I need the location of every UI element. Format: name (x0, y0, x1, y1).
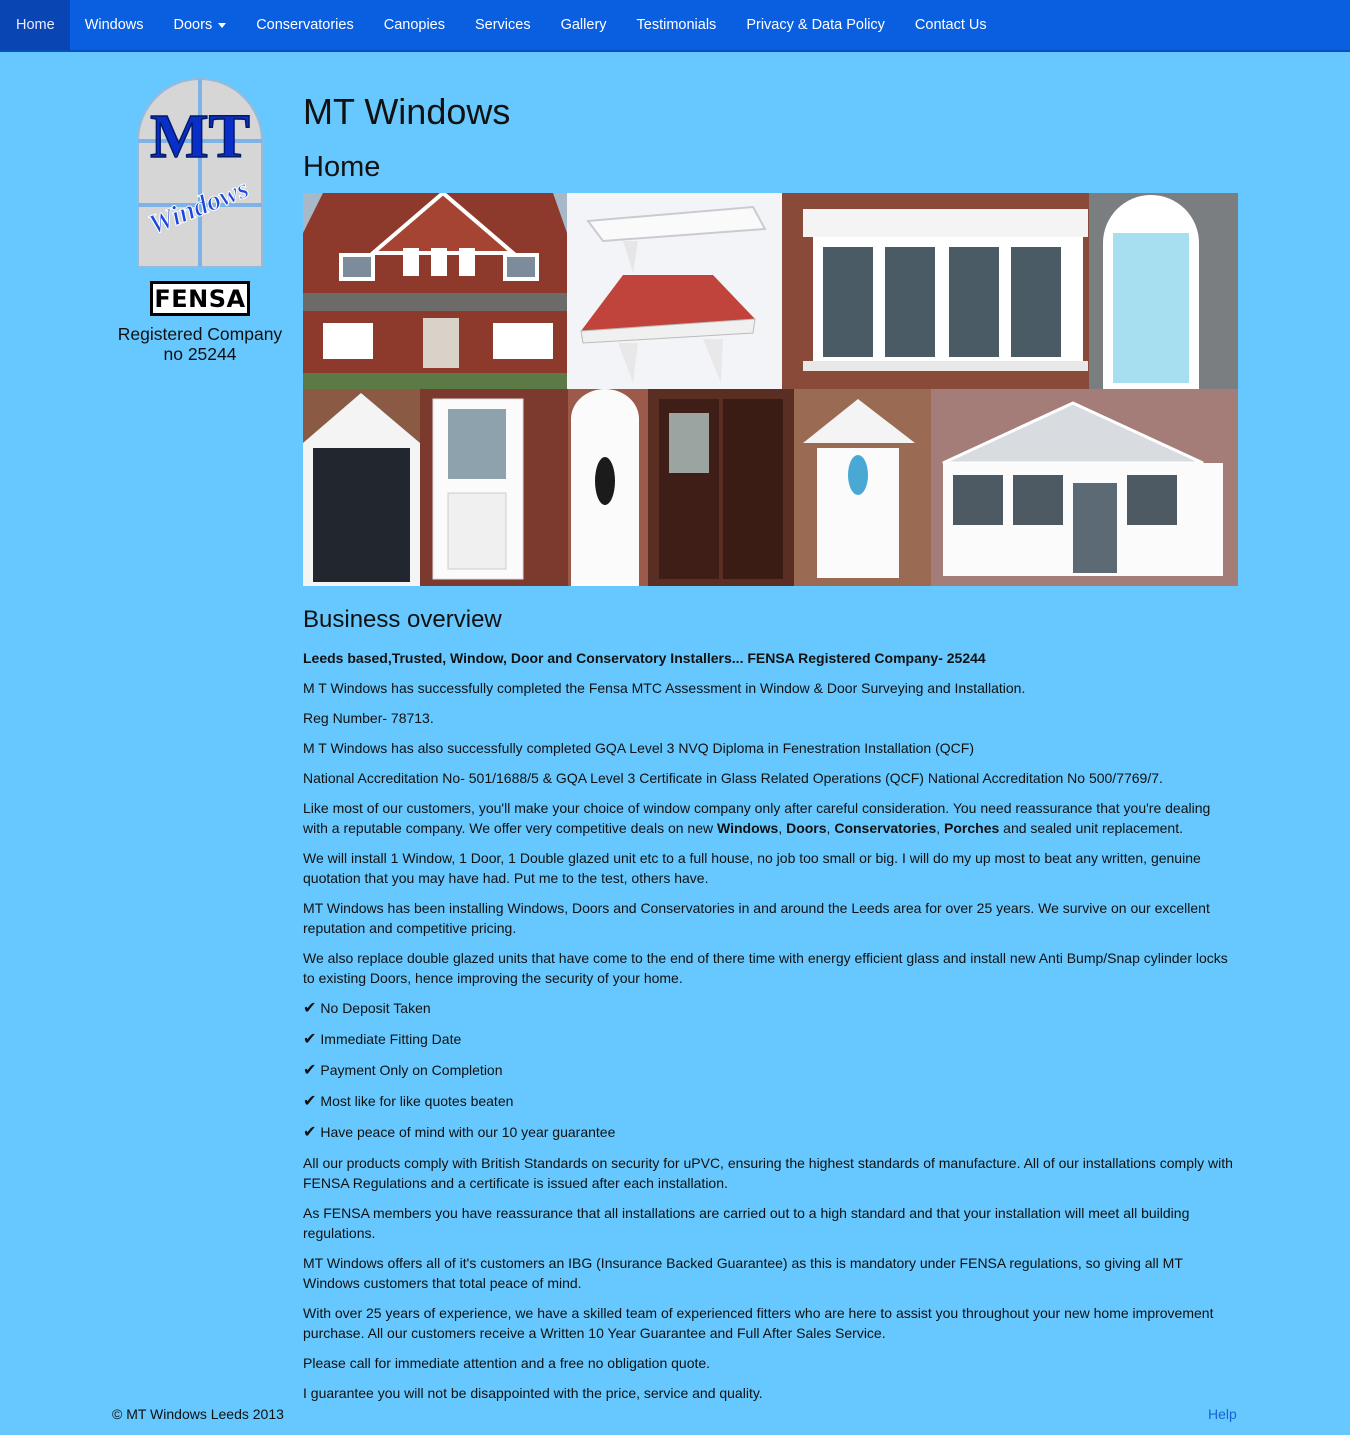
page-title: Home (303, 151, 381, 183)
nav-testimonials[interactable]: Testimonials (636, 17, 717, 33)
paragraph: As FENSA members you have reassurance that all installations are carried out to a high standard and that your installation will meet all building regulations. (303, 1205, 1190, 1241)
main-content (303, 84, 1238, 1403)
check-label: Have peace of mind with our 10 year guarantee (320, 1124, 616, 1140)
check-item (303, 1122, 1238, 1143)
nav-services[interactable]: Services (474, 17, 531, 33)
nav-contact[interactable]: Contact Us (914, 17, 987, 33)
paragraph: M T Windows has successfully completed the Fensa MTC Assessment in Window & Door Surveying and Installation. (303, 680, 1026, 696)
sidebar (100, 75, 300, 364)
nav-doors-label: Doors (173, 17, 213, 33)
product-conservatories: Conservatories (834, 820, 937, 836)
porch-door-photo (794, 389, 931, 586)
overview-intro: Leeds based,Trusted, Window, Door and Conservatory Installers... FENSA Registered Company- 25244 (303, 650, 986, 666)
check-label: Payment Only on Completion (320, 1062, 503, 1078)
check-item (303, 1060, 1238, 1081)
check-icon: ✔ (303, 1093, 317, 1110)
glazed-door-photo (303, 389, 420, 586)
nav-home[interactable]: Home (0, 0, 70, 50)
check-icon: ✔ (303, 1124, 317, 1141)
product-doors: Doors (786, 820, 827, 836)
check-icon: ✔ (303, 1062, 317, 1079)
paragraph: Reg Number- 78713. (303, 710, 434, 726)
footer-help-link[interactable]: Help (1208, 1406, 1237, 1422)
separator: , (778, 820, 787, 836)
white-stable-door-photo (420, 389, 568, 586)
check-item (303, 998, 1238, 1019)
paragraph: All our products comply with British Standards on security for uPVC, ensuring the highest standards of manufacture. All of our installations comply with FENSA Regulations and a certificate is issued after each installation. (303, 1155, 1233, 1191)
text: and sealed unit replacement. (999, 820, 1183, 836)
product-photo-collage (303, 193, 1238, 586)
top-navbar (0, 0, 1350, 52)
product-windows: Windows (717, 820, 779, 836)
chevron-down-icon (218, 23, 226, 28)
paragraph: We will install 1 Window, 1 Door, 1 Double glazed unit etc to a full house, no job too small or big. I will do my up most to beat any written, genuine quotation that you may have had. Put me to the test, others have. (303, 850, 1201, 886)
business-overview-title: Business overview (303, 606, 502, 633)
arched-door-photo (1089, 193, 1238, 389)
nav-conservatories[interactable]: Conservatories (256, 17, 354, 33)
canopies-photo (567, 193, 782, 389)
product-porches: Porches (944, 820, 1000, 836)
paragraph: National Accreditation No- 501/1688/5 & GQA Level 3 Certificate in Glass Related Operations (QCF) National Accreditation No 500/7769/7. (303, 770, 1163, 786)
bay-window-photo (782, 193, 1089, 389)
check-item (303, 1029, 1238, 1050)
check-label: No Deposit Taken (320, 1000, 431, 1016)
registered-company (100, 324, 300, 364)
text: Like most of our customers, you'll make your choice of window company only after careful consideration. You need reassurance that you're dealing with a reputable company. We offer very competitive deals on new (303, 800, 1211, 836)
check-label: Immediate Fitting Date (320, 1031, 462, 1047)
rosewood-door-photo (648, 389, 794, 586)
paragraph: M T Windows has also successfully completed GQA Level 3 NVQ Diploma in Fenestration Installation (QCF) (303, 740, 974, 756)
overview-body (303, 648, 1238, 1403)
check-label: Most like for like quotes beaten (320, 1093, 514, 1109)
check-item (303, 1091, 1238, 1112)
paragraph: I guarantee you will not be disappointed with the price, service and quality. (303, 1385, 763, 1401)
separator: , (936, 820, 945, 836)
paragraph: With over 25 years of experience, we have a skilled team of experienced fitters who are here to assist you throughout your new home improvement purchase. All our customers receive a Written 10 Year Guarantee and Full After Sales Service. (303, 1305, 1214, 1341)
nav-gallery[interactable]: Gallery (560, 17, 607, 33)
footer-copyright: © MT Windows Leeds 2013 (112, 1406, 284, 1422)
mt-windows-logo[interactable] (134, 75, 266, 269)
paragraph: MT Windows has been installing Windows, Doors and Conservatories in and around the Leeds area for over 25 years. We survive on our excellent reputation and competitive pricing. (303, 900, 1210, 936)
paragraph: Please call for immediate attention and a free no obligation quote. (303, 1355, 711, 1371)
paragraph: MT Windows offers all of it's customers an IBG (Insurance Backed Guarantee) as this is mandatory under FENSA regulations, so giving all MT Windows customers that total peace of mind. (303, 1255, 1183, 1291)
nav-windows[interactable]: Windows (84, 17, 144, 33)
check-icon: ✔ (303, 1000, 317, 1017)
reg-line-1: Registered Company (117, 324, 283, 344)
site-title: MT Windows (303, 91, 511, 132)
fensa-logo (150, 281, 250, 316)
logo-windows-text: Windows (144, 173, 254, 242)
nav-canopies[interactable]: Canopies (383, 17, 445, 33)
paragraph: We also replace double glazed units that have come to the end of there time with energy efficient glass and install new Anti Bump/Snap cylinder locks to existing Doors, hence improving the security of your home. (303, 950, 1228, 986)
logo-mt-text: MT (150, 103, 250, 171)
oval-glass-door-photo (568, 389, 648, 586)
nav-doors[interactable] (159, 0, 242, 50)
separator: , (826, 820, 835, 836)
house-photo (303, 193, 567, 389)
nav-privacy[interactable]: Privacy & Data Policy (746, 17, 885, 33)
reg-line-2: no 25244 (163, 344, 237, 364)
check-icon: ✔ (303, 1031, 317, 1048)
fensa-text: FENSA (154, 284, 246, 313)
paragraph-products (303, 798, 1238, 838)
conservatory-photo (931, 389, 1238, 586)
